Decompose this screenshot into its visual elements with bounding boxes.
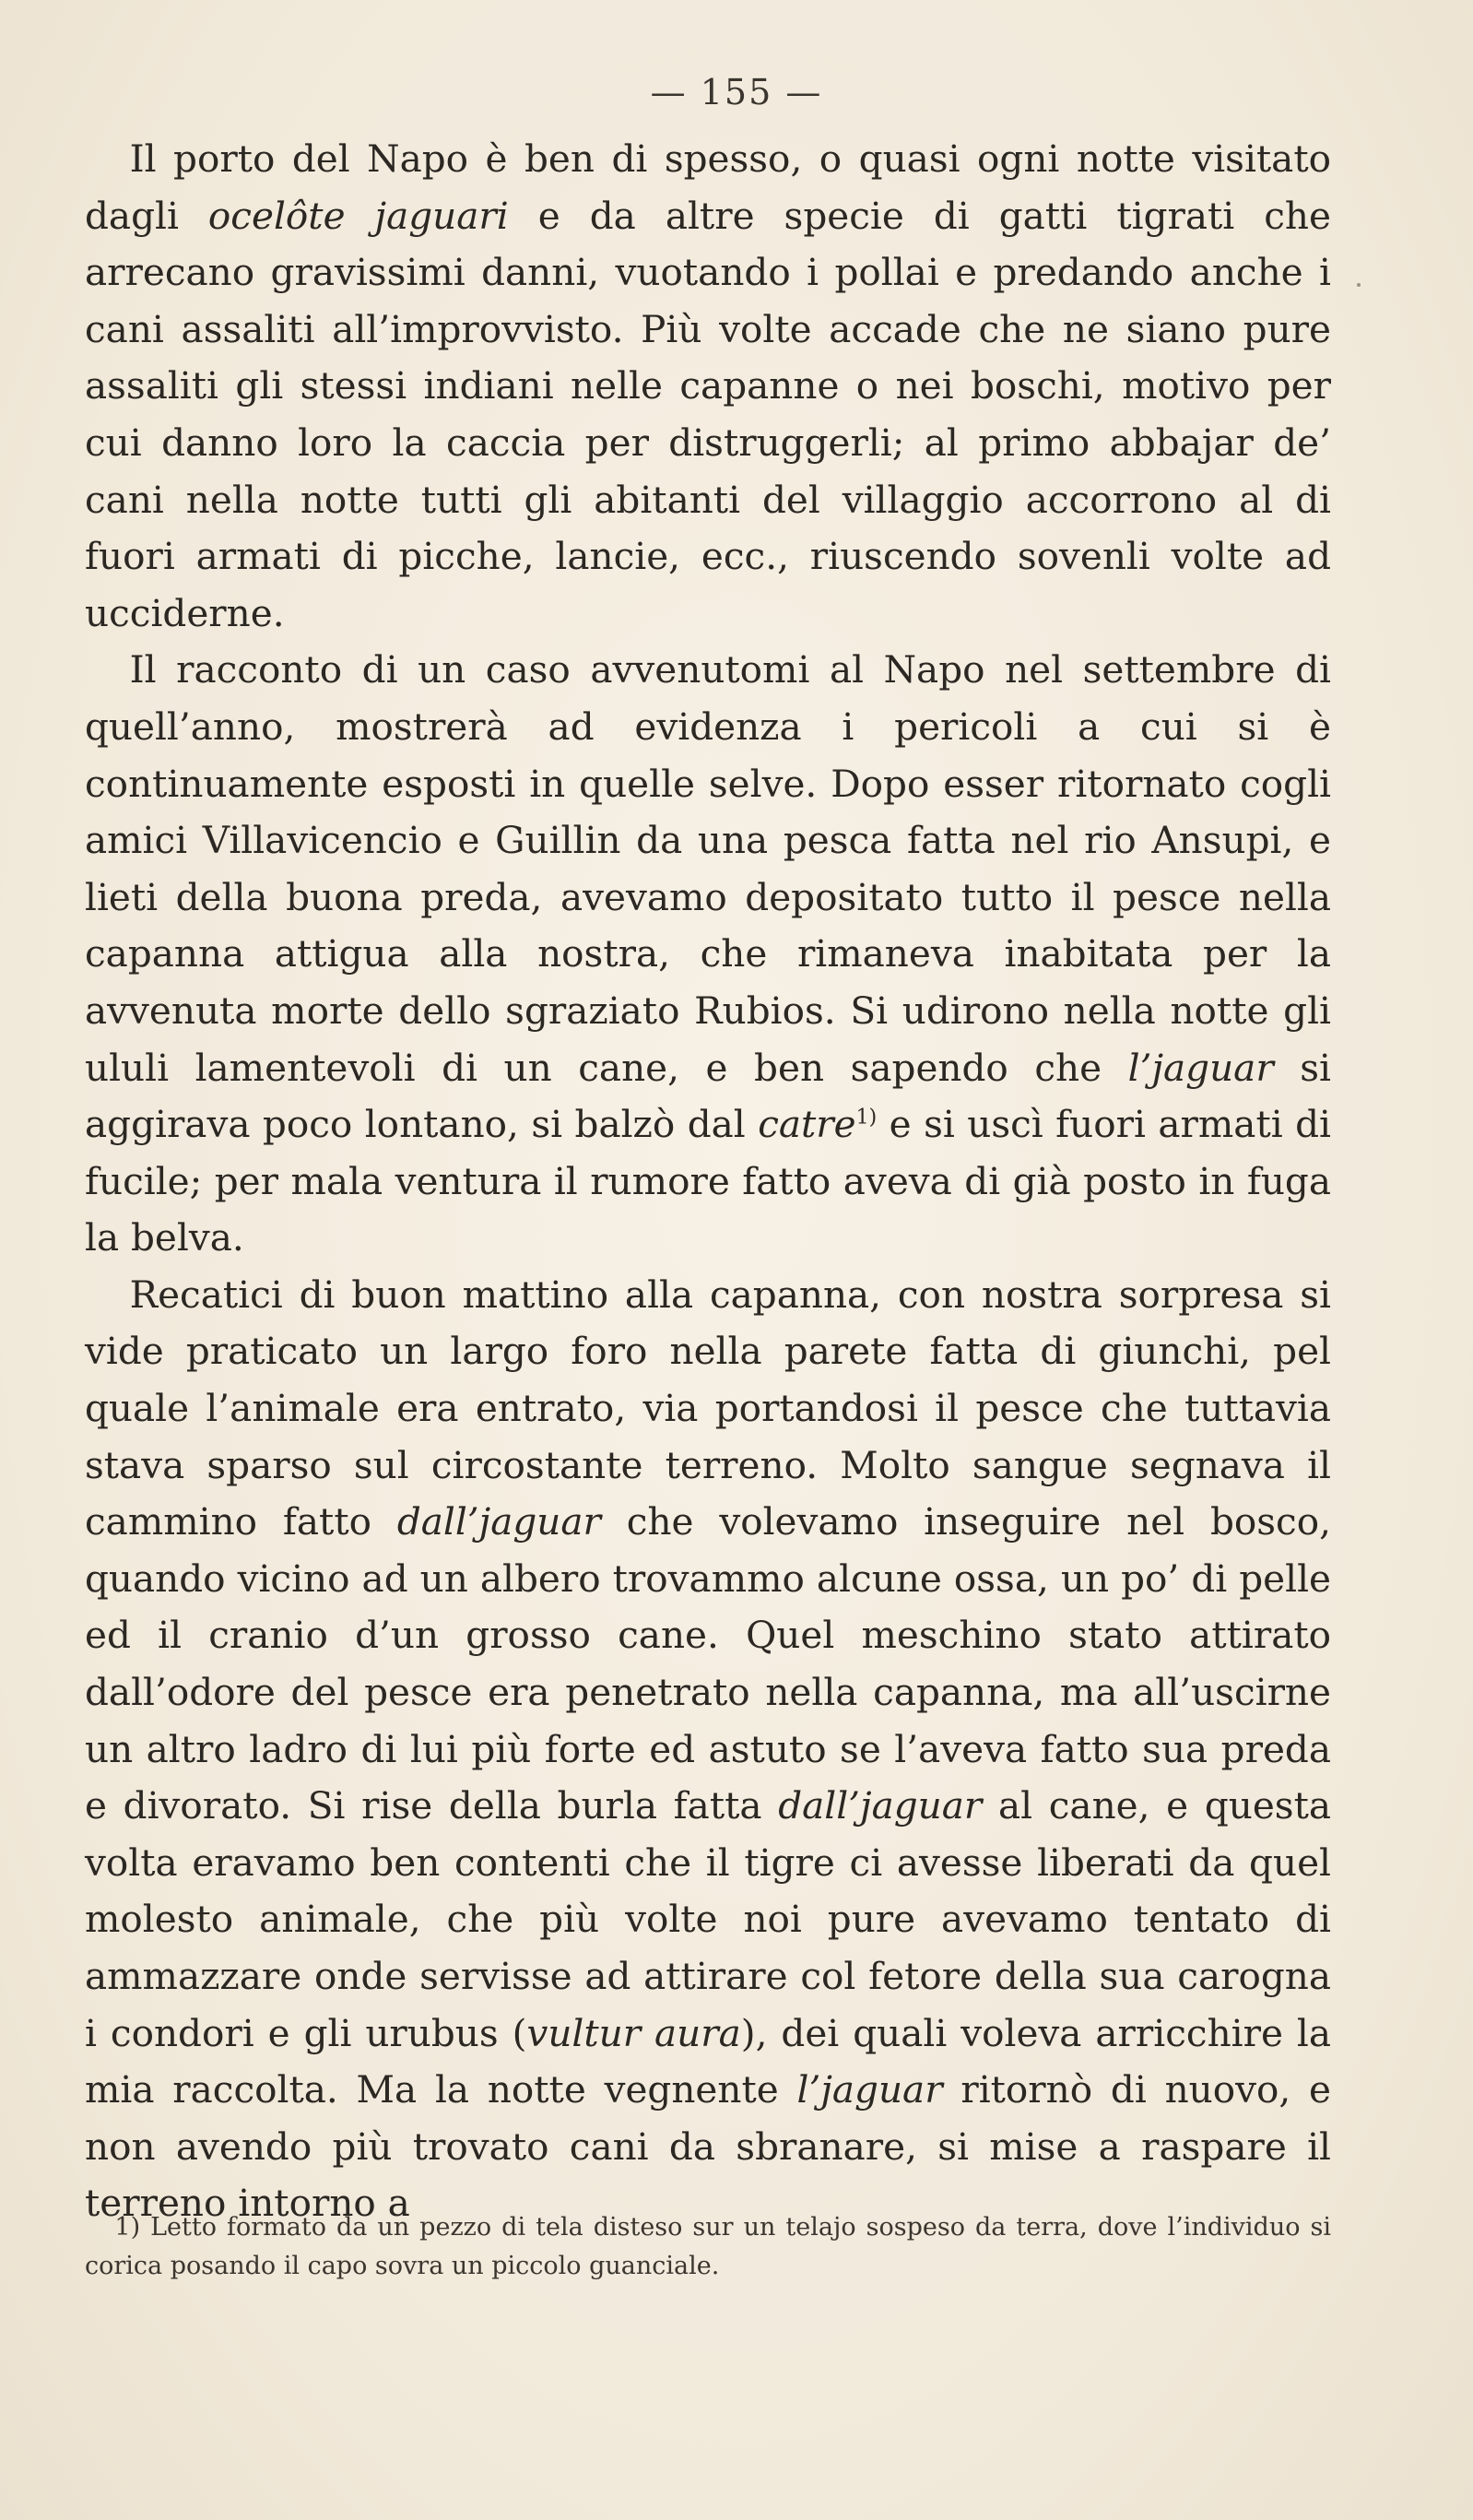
paragraph-text: ritornò di nuovo, e non avendo più trovato cani da sbranare, si mise a raspare il terreno intorno a: [85, 2067, 1331, 2226]
body-text: [85, 131, 1331, 2232]
paragraph-text: Recatici di buon mattino alla capanna, con nostra sorpresa si vide praticato un largo foro nella parete fatta di giunchi, pel quale l’animale era entrato, via portandosi il pesce che tuttavia stava sparso sul circostante terreno. Molto sangue segnava il cammino fatto: [85, 1272, 1331, 1544]
italic-term: l’jaguar: [796, 2067, 943, 2112]
italic-term: l’jaguar: [1127, 1045, 1274, 1090]
paragraph-text: Il porto del Napo è ben di spesso, o quasi ogni notte visitato dagli: [85, 136, 1331, 238]
page-number: — 155 —: [650, 72, 823, 112]
italic-term: dall’jaguar: [778, 1783, 983, 1828]
footnote-reference: 1): [855, 1106, 878, 1130]
footnote-text: 1) Letto formato da un pezzo di tela disteso sur un telajo sospeso da terra, dove l’individuo si corica posando il capo sovra un piccolo guanciale.: [85, 2213, 1331, 2280]
paragraph-text: e da altre specie di gatti tigrati che arrecano gravissimi danni, vuotando i pollai e predando anche i cani assaliti all’improvvisto. Più volte accade che ne siano pure assaliti gli stessi indiani nelle capanne o nei boschi, motivo per cui danno loro la caccia per distruggerli; al primo abbajar de’ cani nella notte tutti gli abitanti del villaggio accorrono al di fuori armati di picche, lancie, ecc., riuscendo sovenli volte ad ucciderne.: [85, 193, 1331, 635]
species-name: vultur aura: [526, 2010, 741, 2055]
italic-term: catre: [758, 1102, 856, 1147]
paragraph-text: Il racconto di un caso avvenutomi al Napo nel settembre di quell’anno, mostrerà ad evidenza i pericoli a cui si è continuamente esposti in quelle selve. Dopo esser ritornato cogli amici Villavicencio e Guillin da una pesca fatta nel rio Ansupi, e lieti della buona preda, avevamo depositato tutto il pesce nella capanna attigua alla nostra, che rimaneva inabitata per la avvenuta morte dello sgraziato Rubios. Si udirono nella notte gli ululi lamentevoli di un cane, e ben sapendo che: [85, 647, 1331, 1090]
paragraph-2: [85, 642, 1331, 1267]
paper-speck: [1357, 283, 1361, 287]
paragraph-text: al cane, e questa volta eravamo ben contenti che il tigre ci avesse liberati da quel molesto animale, che più volte noi pure avevamo tentato di ammazzare onde servisse ad attirare col fetore della sua carogna i condori e gli urubus (: [85, 1783, 1331, 2055]
italic-term: dall’jaguar: [396, 1499, 601, 1544]
paragraph-text: e si uscì fuori armati di fucile; per mala ventura il rumore fatto aveva di già posto in fuga la belva.: [85, 1102, 1331, 1260]
paragraph-text: si aggirava poco lontano, si balzò dal: [85, 1045, 1331, 1147]
paragraph-3: [85, 1267, 1331, 2232]
paragraph-text: che volevamo inseguire nel bosco, quando vicino ad un albero trovammo alcune ossa, un po’ di pelle ed il cranio d’un grosso cane. Quel meschino stato attirato dall’odore del pesce era penetrato nella capanna, ma all’uscirne un altro ladro di lui più forte ed astuto se l’aveva fatto sua preda e divorato. Si rise della burla fatta: [85, 1499, 1331, 1828]
paragraph-text: ), dei quali voleva arricchire la mia raccolta. Ma la notte vegnente: [85, 2010, 1332, 2112]
footnote: [85, 2208, 1331, 2286]
species-name: ocelôte jaguari: [207, 193, 509, 238]
paragraph-1: [85, 131, 1331, 642]
